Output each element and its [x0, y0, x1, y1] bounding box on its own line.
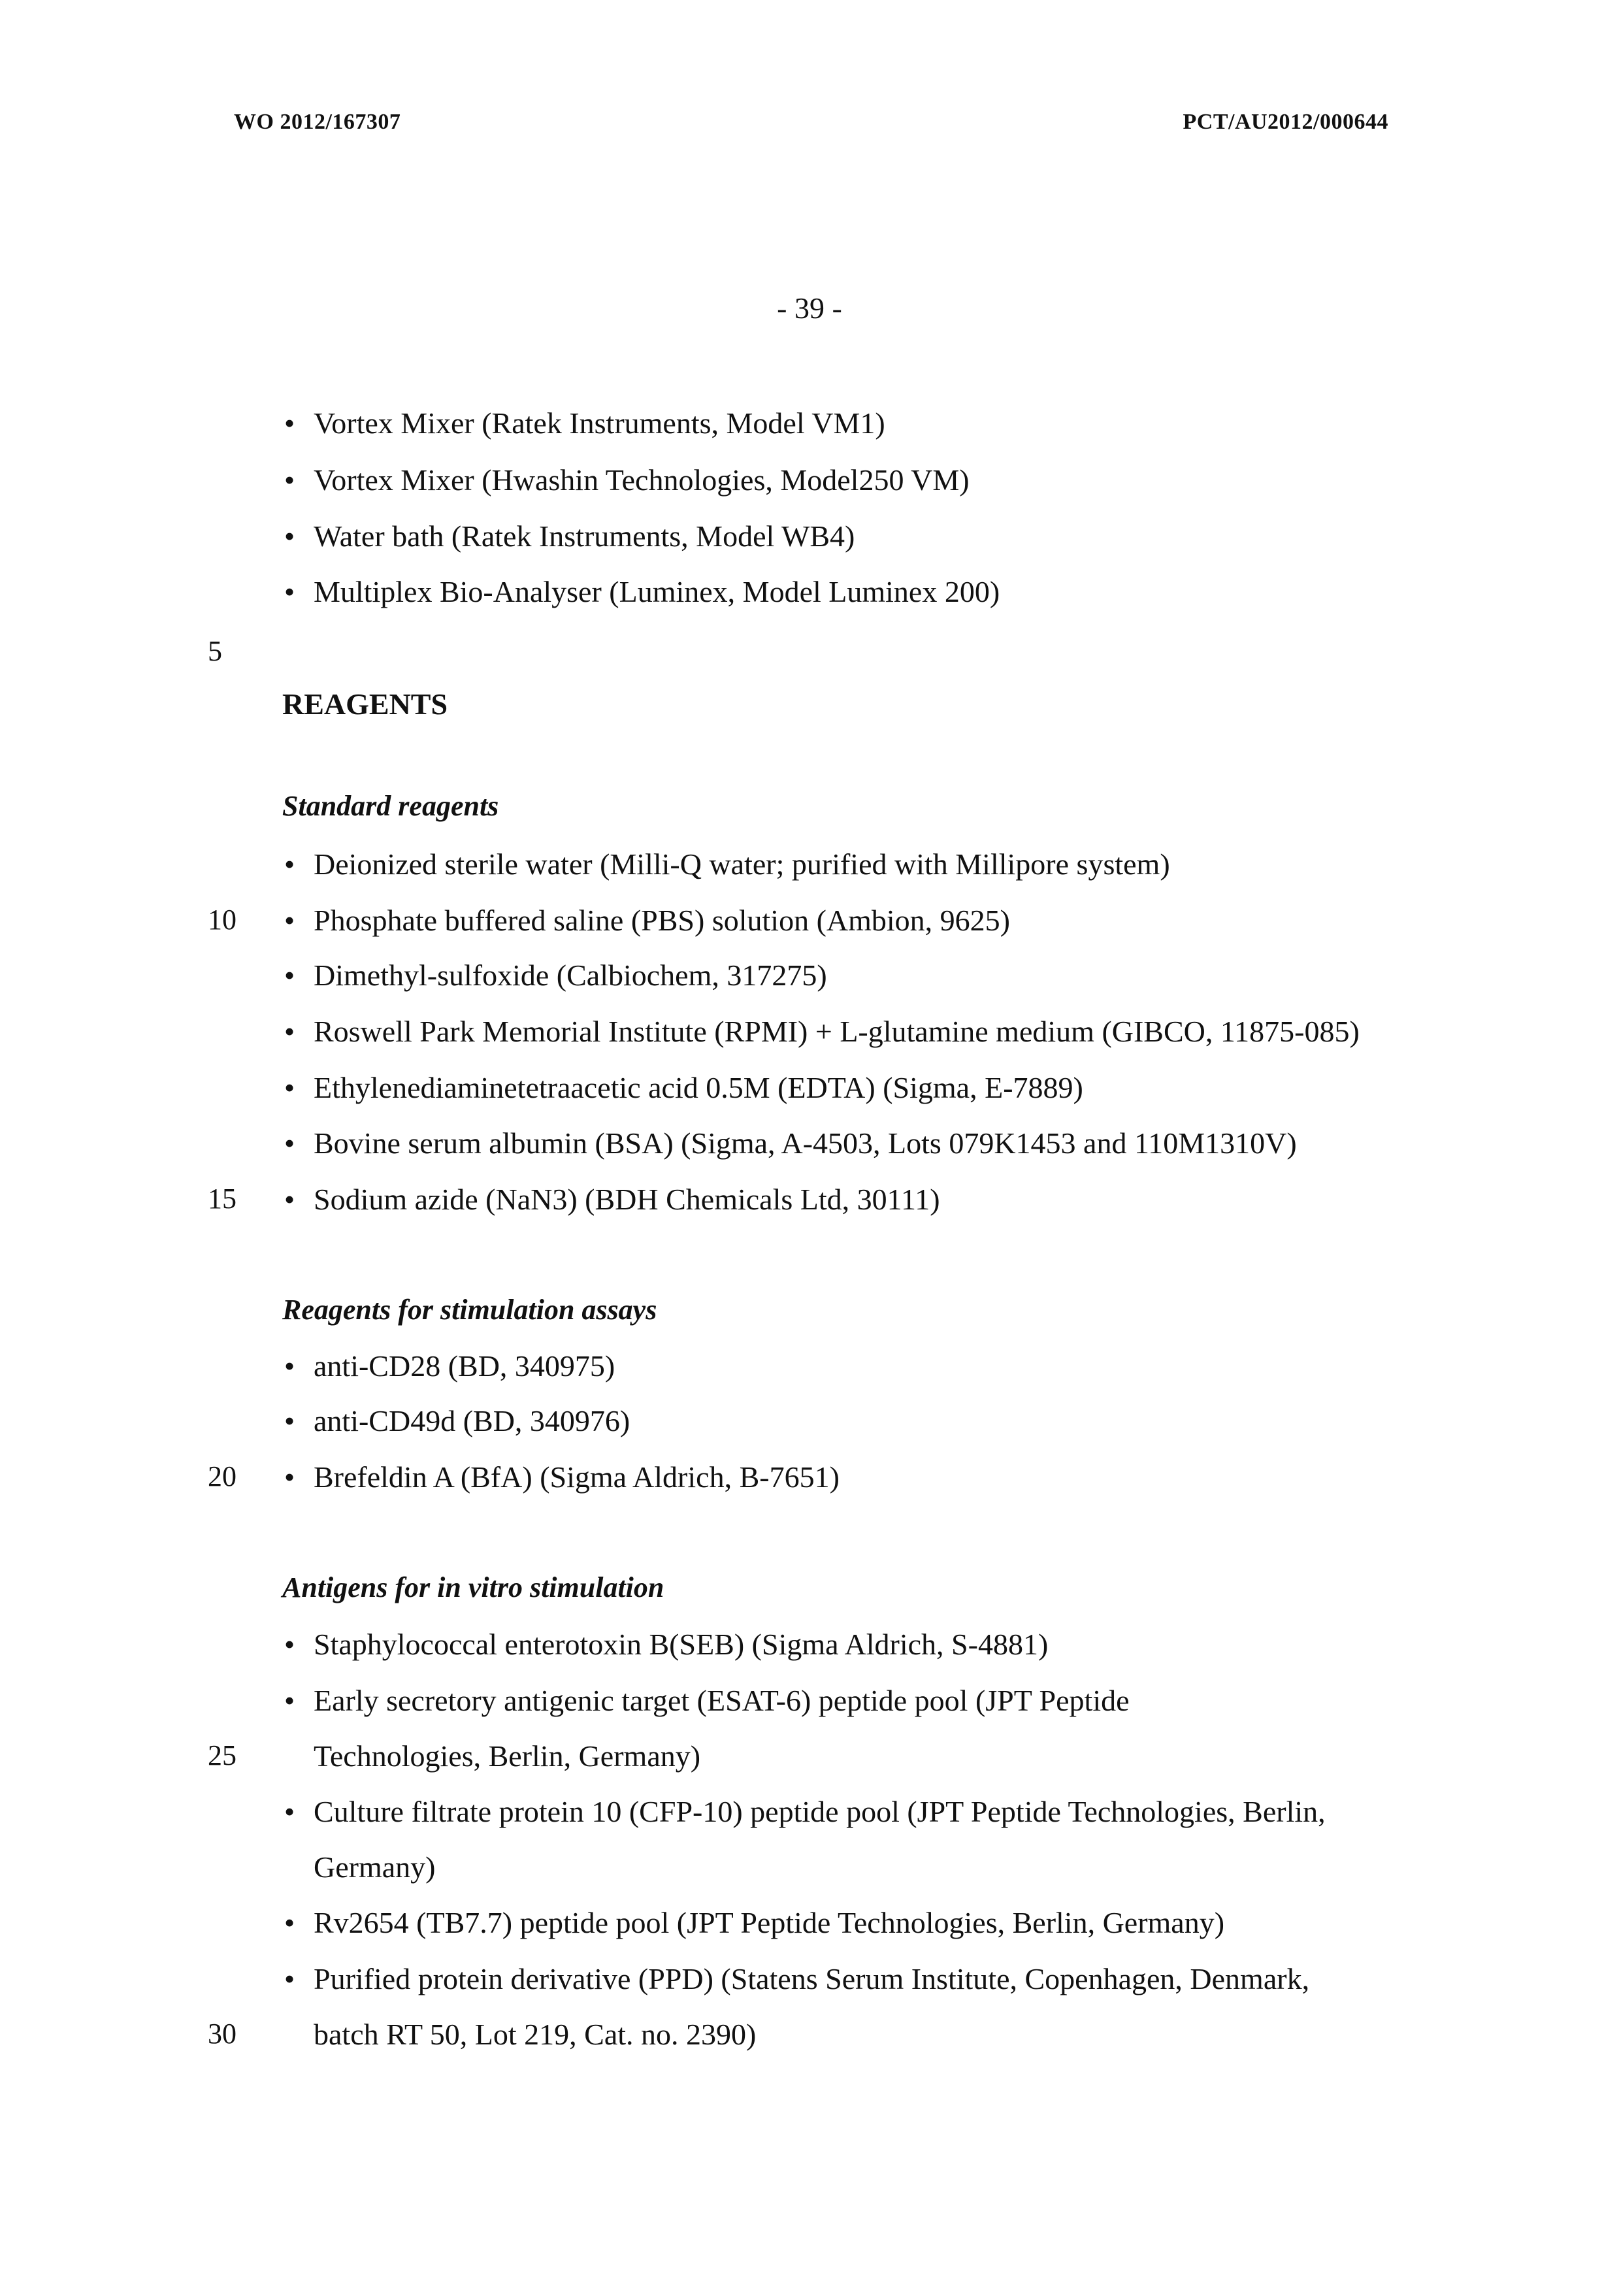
line-number: 30: [208, 2018, 237, 2050]
equipment-item: • Multiplex Bio-Analyser (Luminex, Model Luminex 200): [314, 577, 1000, 607]
reagent-item: • Bovine serum albumin (BSA) (Sigma, A-4503, Lots 079K1453 and 110M1310V): [314, 1128, 1297, 1158]
antigen-item-continuation: Germany): [314, 1850, 436, 1884]
antigen-item: • Staphylococcal enterotoxin B(SEB) (Sigma Aldrich, S-4881): [314, 1630, 1048, 1660]
line-number: 5: [208, 635, 222, 667]
antigens-title: Antigens for in vitro stimulation: [282, 1571, 664, 1603]
reagent-item: • Phosphate buffered saline (PBS) solution (Ambion, 9625): [314, 906, 1010, 936]
equipment-item: • Vortex Mixer (Ratek Instruments, Model VM1): [314, 408, 885, 438]
reagent-item: • anti-CD28 (BD, 340975): [314, 1351, 615, 1381]
antigen-item: • Rv2654 (TB7.7) peptide pool (JPT Peptide Technologies, Berlin, Germany): [314, 1908, 1224, 1938]
reagent-item: • Deionized sterile water (Milli-Q water; purified with Millipore system): [314, 849, 1170, 879]
reagents-heading: REAGENTS: [282, 687, 448, 721]
line-number: 10: [208, 904, 237, 936]
reagent-item: • Dimethyl-sulfoxide (Calbiochem, 317275): [314, 960, 827, 991]
reagent-item: • Ethylenediaminetetraacetic acid 0.5M (EDTA) (Sigma, E-7889): [314, 1073, 1083, 1103]
application-number: PCT/AU2012/000644: [1183, 110, 1388, 134]
page-number: - 39 -: [777, 291, 842, 325]
antigen-item: • Culture filtrate protein 10 (CFP-10) peptide pool (JPT Peptide Technologies, Berlin,: [314, 1797, 1326, 1827]
stimulation-reagents-title: Reagents for stimulation assays: [282, 1294, 657, 1326]
reagent-item: • Roswell Park Memorial Institute (RPMI) + L-glutamine medium (GIBCO, 11875-085): [314, 1017, 1360, 1047]
antigen-item: • Early secretory antigenic target (ESAT-6) peptide pool (JPT Peptide: [314, 1686, 1130, 1716]
reagent-item: • Sodium azide (NaN3) (BDH Chemicals Ltd, 30111): [314, 1185, 940, 1215]
standard-reagents-title: Standard reagents: [282, 790, 499, 822]
line-number: 15: [208, 1183, 237, 1215]
antigen-item-continuation: batch RT 50, Lot 219, Cat. no. 2390): [314, 2018, 757, 2051]
reagent-item: • anti-CD49d (BD, 340976): [314, 1406, 630, 1436]
antigen-item-continuation: Technologies, Berlin, Germany): [314, 1739, 701, 1773]
equipment-item: • Vortex Mixer (Hwashin Technologies, Model250 VM): [314, 465, 970, 495]
antigen-item: • Purified protein derivative (PPD) (Statens Serum Institute, Copenhagen, Denmark,: [314, 1964, 1309, 1994]
line-number: 20: [208, 1460, 237, 1492]
equipment-item: • Water bath (Ratek Instruments, Model WB4): [314, 521, 855, 551]
publication-number: WO 2012/167307: [234, 110, 401, 134]
reagent-item: • Brefeldin A (BfA) (Sigma Aldrich, B-7651): [314, 1462, 840, 1492]
line-number: 25: [208, 1739, 237, 1771]
